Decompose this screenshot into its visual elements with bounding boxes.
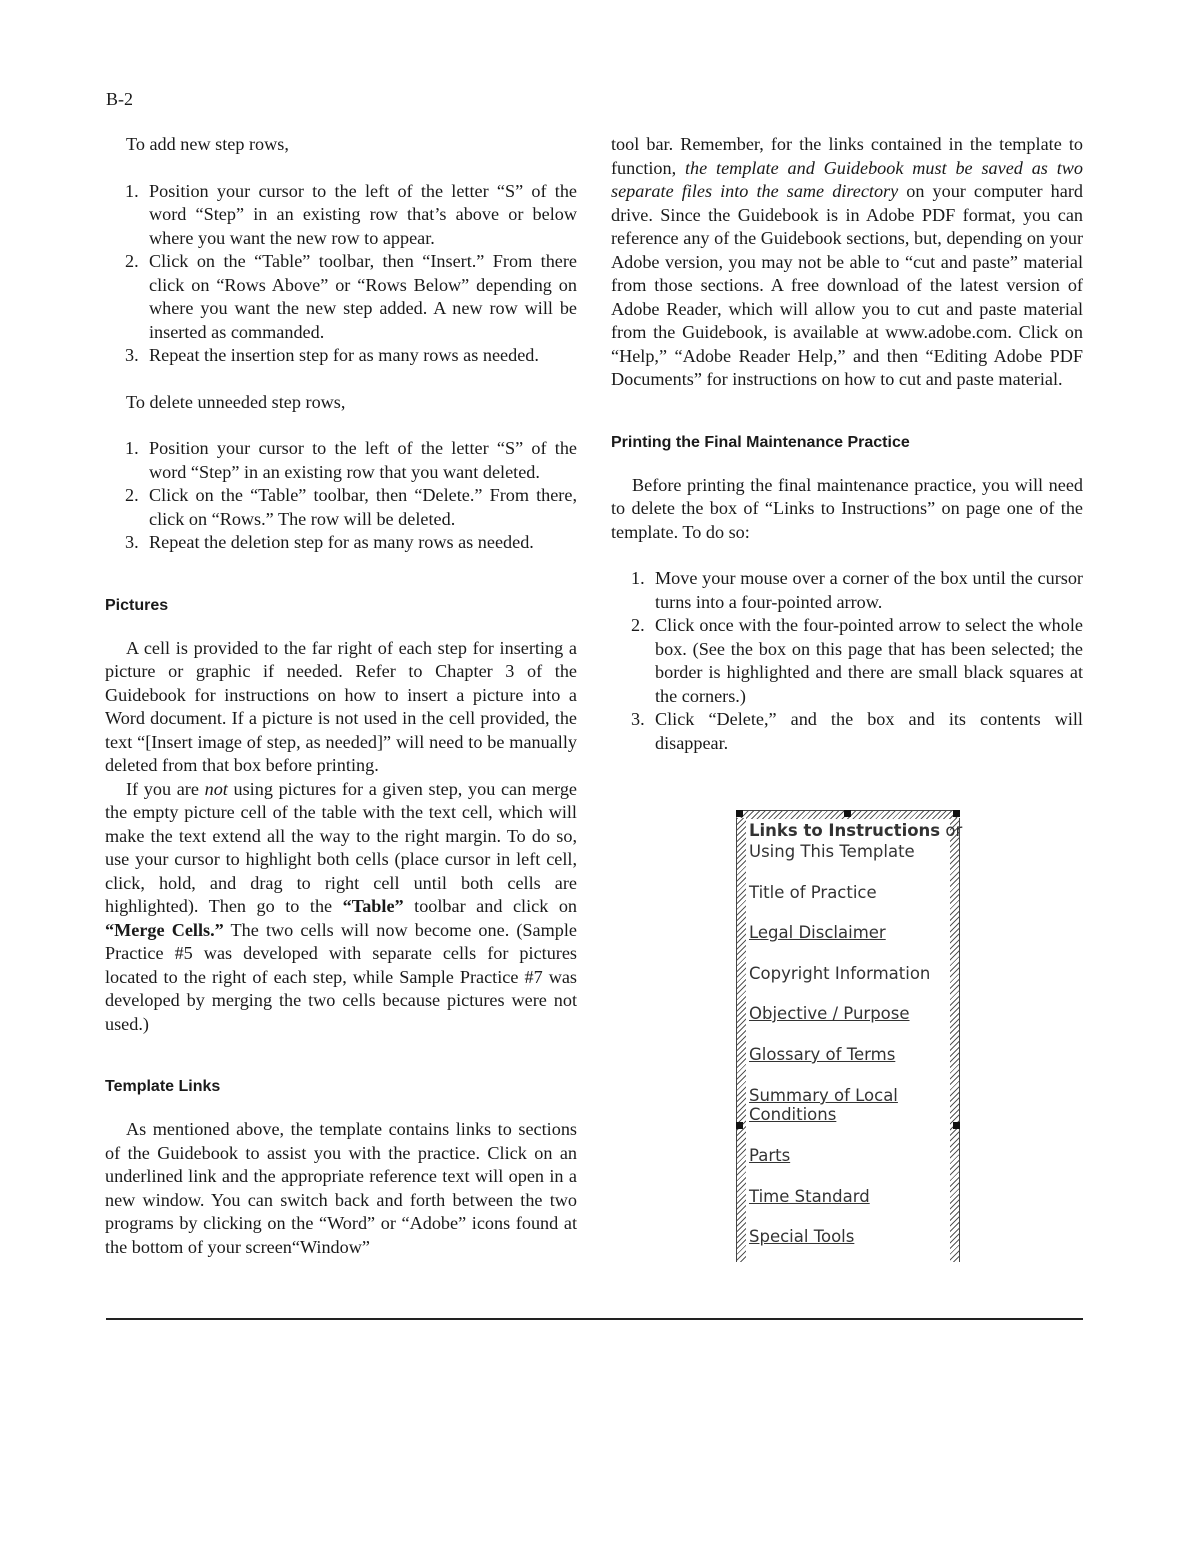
list-number: 2.	[631, 615, 645, 635]
page-number: B-2	[106, 89, 133, 109]
delete-rows-list	[105, 437, 577, 555]
intro-delete-rows: To delete unneeded step rows,	[126, 391, 346, 412]
list-number: 2.	[125, 251, 139, 271]
emphasis-text: not	[204, 778, 228, 799]
links-box-subtitle: Using This Template	[749, 842, 915, 861]
link-summary-of-local[interactable]: Summary of Local	[749, 1086, 898, 1105]
list-item-text: Click on the “Table” toolbar, then “Insert.” From there click on “Rows Above” or “Rows Below” depending on where you want the new step added. A new row will be inserted as commanded.	[149, 251, 577, 342]
resize-handle[interactable]	[736, 810, 743, 817]
selection-border-left	[736, 818, 746, 1262]
right-column	[611, 133, 1083, 755]
link-legal-disclaimer[interactable]: Legal Disclaimer	[749, 923, 886, 942]
list-item	[105, 180, 577, 251]
link-conditions[interactable]: Conditions	[749, 1105, 837, 1124]
list-item	[611, 567, 1083, 614]
list-item	[611, 614, 1083, 708]
list-item	[105, 437, 577, 484]
link-title-of-practice: Title of Practice	[749, 883, 877, 902]
list-item-text: Repeat the deletion step for as many rows as needed.	[149, 532, 534, 552]
pictures-paragraph-2	[105, 778, 577, 1037]
list-item-text: Repeat the insertion step for as many rows as needed.	[149, 345, 539, 365]
footer-rule	[106, 1318, 1083, 1320]
list-number: 1.	[125, 180, 139, 201]
pictures-paragraph-1: A cell is provided to the far right of each step for inserting a picture or graphic if needed. Refer to Chapter 3 of the Guidebook for instructions on how to insert a picture into a Word document. If a picture is not used in the cell provided, the text “[Insert image of step, as needed]” will need to be manually deleted from that box before printing.	[105, 637, 577, 775]
text-run: The two cells will now become one. (Sample Practice #5 was developed with separate cells for pictures located to the right of each step, while Sample Practice #7 was developed by merging the two cells because pictures were not used.)	[105, 919, 577, 1034]
list-number: 2.	[125, 485, 139, 505]
list-item-text: Move your mouse over a corner of the box until the cursor turns into a four-pointed arrow.	[655, 568, 1083, 612]
template-links-paragraph: As mentioned above, the template contains links to sections of the Guidebook to assist you with the practice. Click on an underlined link and the appropriate reference text will open in a new window. You can switch back and forth between the two programs by clicking on the “Word” or “Adobe” icons found at the bottom of your screen“Window”	[105, 1119, 577, 1257]
text-run: tool bar. Remember, for the links contained in the template to function,	[611, 134, 1083, 178]
link-copyright-information: Copyright Information	[749, 964, 931, 983]
text-run: using pictures for a given step, you can merge the empty picture cell of the table with the text cell, which will make the text extend all the way to the right margin. To do so, use your cursor to highlight both cells (place cursor in left cell, click, hold, and drag to right cell until both cells are highlighted). Then go to the	[105, 778, 577, 916]
links-box-title-rest: or	[940, 821, 963, 840]
resize-handle[interactable]	[953, 810, 960, 817]
links-box-title-bold: Links to Instructions	[749, 821, 941, 840]
list-number: 3.	[631, 709, 645, 729]
printing-steps-list	[611, 567, 1083, 755]
printing-heading: Printing the Final Maintenance Practice	[611, 433, 910, 451]
intro-add-rows: To add new step rows,	[126, 134, 289, 154]
list-item-text: Position your cursor to the left of the letter “S” of the word “Step” in an existing row that’s above or below where you want the new row to appear.	[149, 180, 577, 248]
pictures-heading: Pictures	[105, 596, 169, 614]
list-item-text: Click “Delete,” and the box and its contents will disappear.	[655, 709, 1083, 753]
resize-handle[interactable]	[844, 810, 851, 817]
text-run: If you are	[126, 778, 205, 799]
emphasis-text: the template and Guidebook must be saved as two separate files into the same directory	[611, 157, 1083, 201]
add-rows-list	[105, 180, 577, 368]
list-number: 1.	[631, 568, 645, 588]
link-objective-purpose[interactable]: Objective / Purpose	[749, 1004, 910, 1023]
list-item	[105, 531, 577, 555]
text-run: on your computer hard drive. Since the Guidebook is in Adobe PDF format, you can reference any of the Guidebook sections, but, depending on your Adobe version, you may not be able to “cut and paste” material from those sections. A free download of the latest version of Adobe Reader, which will allow you to cut and paste material from the Guidebook, is available at www.adobe.com. Click on “Help,” “Adobe Reader Help,” and then “Editing Adobe PDF Documents” for instructions on how to cut and paste material.	[611, 181, 1083, 389]
left-column	[105, 133, 577, 1259]
list-item	[105, 484, 577, 531]
link-parts[interactable]: Parts	[749, 1146, 791, 1165]
list-item-text: Click once with the four-pointed arrow to select the whole box. (See the box on this page that has been selected; the border is highlighted and there are small black squares at the corners.)	[655, 615, 1083, 706]
list-item-text: Position your cursor to the left of the letter “S” of the word “Step” in an existing row that you want deleted.	[149, 438, 577, 482]
list-number: 1.	[125, 438, 139, 458]
text-run: toolbar and click on	[403, 896, 578, 916]
list-item	[611, 708, 1083, 755]
continued-paragraph	[611, 133, 1083, 392]
links-to-instructions-box[interactable]	[736, 810, 963, 1262]
list-item-text: Click on the “Table” toolbar, then “Delete.” From there, click on “Rows.” The row will be deleted.	[149, 485, 577, 529]
list-item	[105, 344, 577, 368]
selection-border-right	[950, 818, 960, 1262]
link-time-standard[interactable]: Time Standard	[749, 1187, 870, 1206]
template-links-heading: Template Links	[105, 1078, 221, 1095]
links-box-title	[749, 821, 962, 840]
link-glossary-of-terms[interactable]: Glossary of Terms	[749, 1045, 896, 1064]
bold-text: “Table”	[342, 896, 404, 916]
printing-paragraph: Before printing the final maintenance practice, you will need to delete the box of “Links to Instructions” on page one of the template. To do so:	[611, 474, 1083, 542]
link-special-tools[interactable]: Special Tools	[749, 1227, 855, 1246]
resize-handle[interactable]	[953, 1122, 960, 1129]
list-number: 3.	[125, 532, 139, 552]
bold-text: “Merge Cells.”	[105, 919, 224, 940]
resize-handle[interactable]	[736, 1122, 743, 1129]
list-item	[105, 250, 577, 344]
list-number: 3.	[125, 345, 139, 365]
